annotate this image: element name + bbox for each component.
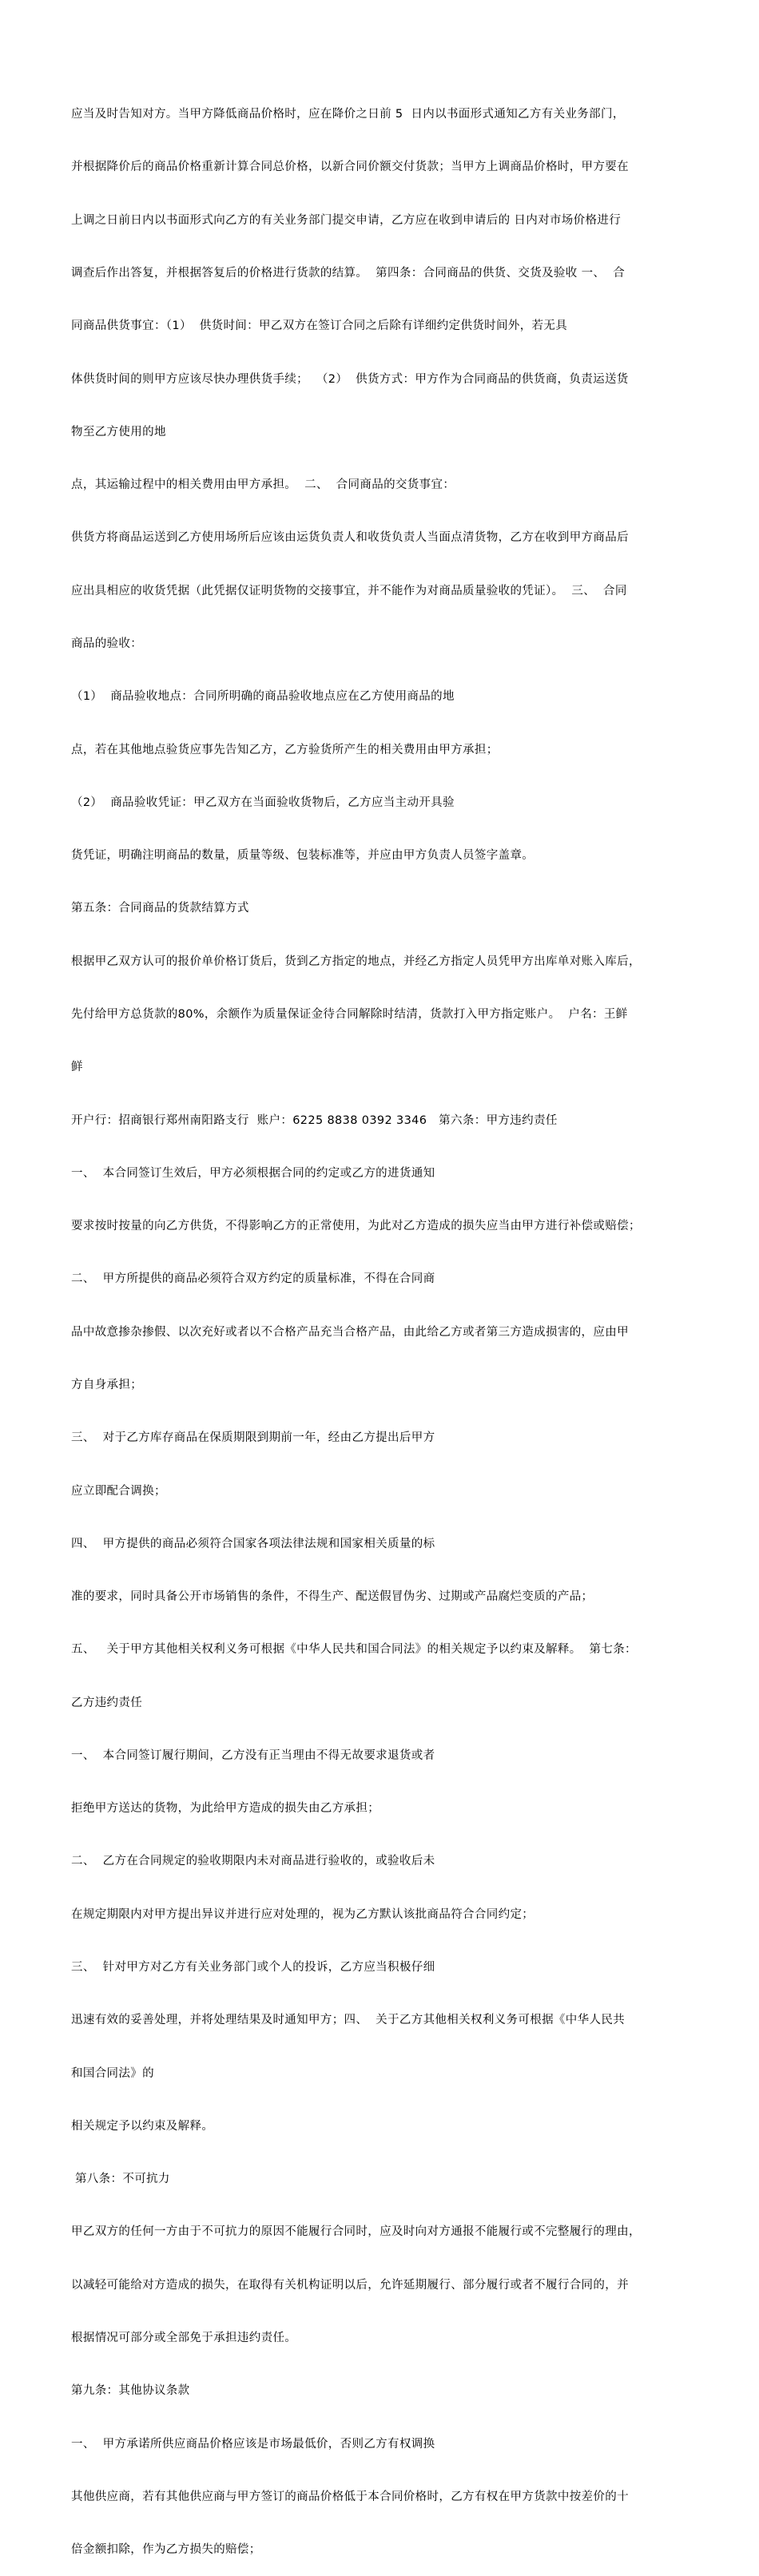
text-line: 货凭证，明确注明商品的数量，质量等级、包装标准等，并应由甲方负责人员签字盖章。: [71, 849, 534, 863]
text-line: 一、 本合同签订生效后，甲方必须根据合同的约定或乙方的进货通知: [71, 1166, 435, 1180]
text-line: 并根据降价后的商品价格重新计算合同总价格，以新合同价额交付货款；当甲方上调商品价格时，甲方要在: [71, 161, 629, 174]
text-line: 一、 本合同签订履行期间，乙方没有正当理由不得无故要求退货或者: [71, 1748, 435, 1762]
text-line: 应当及时告知对方。当甲方降低商品价格时，应在降价之日前 5 日内以书面形式通知乙方有关业务部门，: [71, 108, 625, 121]
text-line: 鲜: [71, 1061, 83, 1074]
text-line: 物至乙方使用的地: [71, 425, 166, 439]
text-line: 以减轻可能给对方造成的损失，在取得有关机构证明以后，允许延期履行、部分履行或者不履行合同的，并: [71, 2278, 629, 2292]
text-line: 上调之日前日内以书面形式向乙方的有关业务部门提交申请，乙方应在收到申请后的 日内对市场价格进行: [71, 213, 622, 227]
text-line: 要求按时按量的向乙方供货，不得影响乙方的正常使用，为此对乙方造成的损失应当由甲方进行补偿或赔偿；: [71, 1220, 641, 1233]
text-line: 商品的验收：: [71, 637, 143, 650]
text-line: 五、 关于甲方其他相关权利义务可根据《中华人民共和国合同法》的相关规定予以约束及解释。 第七条：: [71, 1643, 637, 1657]
text-line: 二、 甲方所提供的商品必须符合双方约定的质量标准，不得在合同商: [71, 1272, 435, 1286]
text-line: 先付给甲方总货款的80%，余额作为质量保证金待合同解除时结清，货款打入甲方指定账户。 户名：王鲜: [71, 1007, 628, 1021]
text-line: 三、 对于乙方库存商品在保质期限到期前一年，经由乙方提出后甲方: [71, 1431, 435, 1445]
text-line: 品中故意掺杂掺假、以次充好或者以不合格产品充当合格产品，由此给乙方或者第三方造成损害的，应由甲: [71, 1325, 629, 1339]
text-line: 体供货时间的则甲方应该尽快办理供货手续； （2） 供货方式：甲方作为合同商品的供货商，负责运送货: [71, 372, 629, 386]
text-line: 根据情况可部分或全部免于承担违约责任。: [71, 2332, 297, 2344]
text-line: 拒绝甲方送达的货物，为此给甲方造成的损失由乙方承担；: [71, 1802, 380, 1816]
text-line: 准的要求，同时具备公开市场销售的条件，不得生产、配送假冒伪劣、过期或产品腐烂变质的产品；: [71, 1590, 594, 1604]
text-line: 根据甲乙双方认可的报价单价格订货后，货到乙方指定的地点，并经乙方指定人员凭甲方出库单对账入库后，: [71, 955, 641, 968]
text-line: 一、 甲方承诺所供应商品价格应该是市场最低价，否则乙方有权调换: [71, 2437, 435, 2451]
section-heading: 第九条：其他协议条款: [71, 2384, 190, 2398]
text-line: 二、 乙方在合同规定的验收期限内未对商品进行验收的，或验收后未: [71, 1855, 435, 1868]
text-line: 迅速有效的妥善处理，并将处理结果及时通知甲方；四、 关于乙方其他相关权利义务可根据《中华人民共: [71, 2014, 626, 2027]
text-line: 三、 针对甲方对乙方有关业务部门或个人的投诉，乙方应当积极仔细: [71, 1961, 435, 1975]
text-line: 方自身承担；: [71, 1378, 143, 1391]
text-line: 调查后作出答复，并根据答复后的价格进行货款的结算。 第四条：合同商品的供货、交货及验收 一、 合: [71, 267, 626, 280]
text-line: 四、 甲方提供的商品必须符合国家各项法律法规和国家相关质量的标: [71, 1537, 435, 1550]
text-line: 同商品供货事宜：（1） 供货时间：甲乙双方在签订合同之后除有详细约定供货时间外，若无具: [71, 320, 568, 333]
text-line: 甲乙双方的任何一方由于不可抗力的原因不能履行合同时，应及时向对方通报不能履行或不完整履行的理由，: [71, 2225, 641, 2239]
text-line: 在规定期限内对甲方提出异议并进行应对处理的，视为乙方默认该批商品符合合同约定；: [71, 1907, 534, 1921]
section-heading: 乙方违约责任: [71, 1696, 143, 1709]
text-line: （2） 商品验收凭证：甲乙双方在当面验收货物后，乙方应当主动开具验: [71, 796, 455, 809]
contract-page: [71, 70, 690, 2576]
text-line: 开户行：招商银行郑州南阳路支行 账户：6225 8838 0392 3346 第六条：甲方违约责任: [71, 1113, 558, 1127]
text-line: 倍金额扣除，作为乙方损失的赔偿；: [71, 2543, 261, 2557]
section-heading: 第八条：不可抗力: [71, 2173, 170, 2186]
text-line: 供货方将商品运送到乙方使用场所后应该由运货负责人和收货负责人当面点清货物，乙方在收到甲方商品后: [71, 531, 629, 545]
section-heading: 第五条：合同商品的货款结算方式: [71, 902, 249, 915]
text-line: （1） 商品验收地点：合同所明确的商品验收地点应在乙方使用商品的地: [71, 690, 455, 704]
text-line: 和国合同法》的: [71, 2066, 154, 2080]
text-line: 应出具相应的收货凭据（此凭据仅证明货物的交接事宜，并不能作为对商品质量验收的凭证）。 三、 合同: [71, 584, 627, 597]
text-line: 点，其运输过程中的相关费用由甲方承担。 二、 合同商品的交货事宜：: [71, 478, 455, 492]
text-line: 相关规定予以约束及解释。: [71, 2119, 214, 2133]
text-line: 点，若在其他地点验货应事先告知乙方，乙方验货所产生的相关费用由甲方承担；: [71, 743, 499, 756]
text-line: 应立即配合调换；: [71, 1484, 166, 1498]
text-line: 其他供应商，若有其他供应商与甲方签订的商品价格低于本合同价格时，乙方有权在甲方货款中按差价的十: [71, 2490, 629, 2503]
